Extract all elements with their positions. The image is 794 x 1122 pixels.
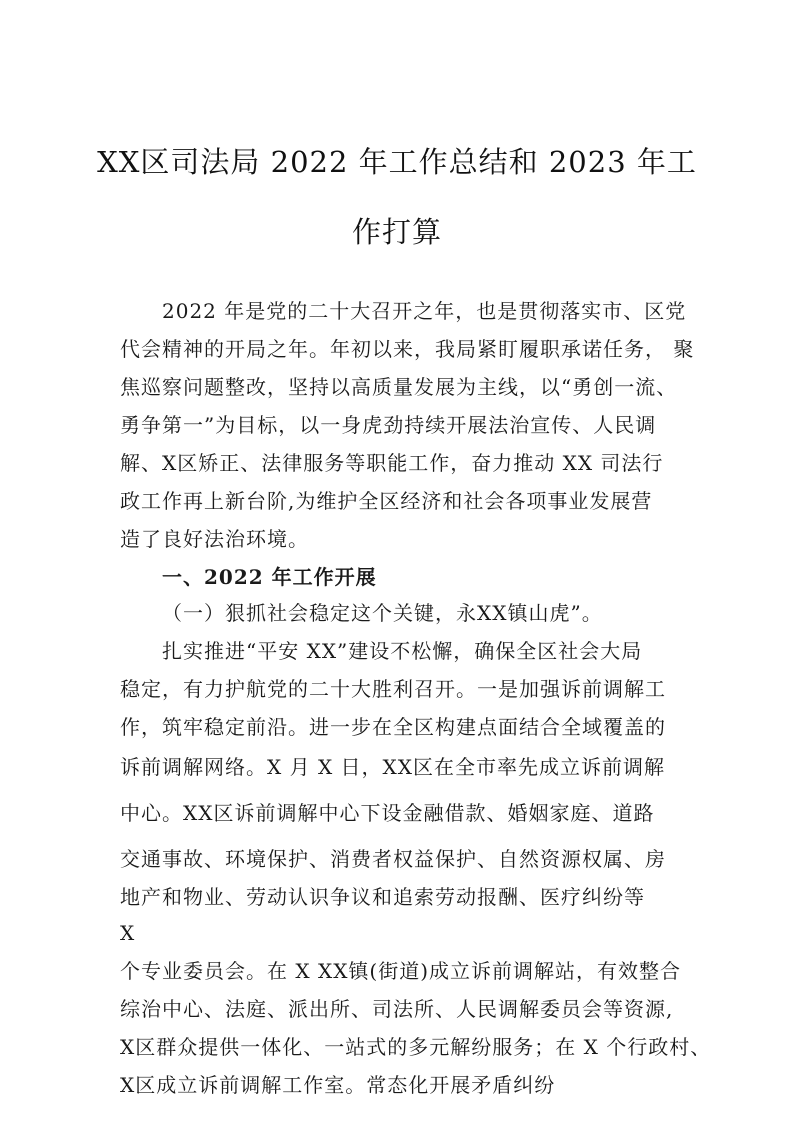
section-heading: 一、2022 年工作开展: [162, 565, 377, 589]
paragraph-line: 稳定，有力护航党的二十大胜利召开。一是加强诉前调解工: [120, 677, 666, 701]
paragraph-line: 诉前调解网络。X 月 X 日，XX区在全市率先成立诉前调解: [120, 755, 666, 779]
paragraph-line: 政工作再上新台阶,为维护全区经济和社会各项事业发展营: [120, 489, 653, 513]
subsection-heading: （一）狠抓社会稳定这个关键，永XX镇山虎”。: [162, 601, 603, 625]
paragraph-line: 解、X区矫正、法律服务等职能工作，奋力推动 XX 司法行: [120, 451, 664, 475]
paragraph-line: 焦巡察问题整改，坚持以高质量发展为主线，以“勇创一流、: [120, 375, 678, 399]
paragraph-line: X区群众提供一体化、一站式的多元解纷服务；在 X 个行政村、: [120, 1035, 712, 1059]
paragraph-line: 个专业委员会。在 X XX镇(街道)成立诉前调解站，有效整合: [120, 959, 682, 983]
paragraph-line: X: [120, 921, 136, 945]
document-title-line-2: 作打算: [351, 215, 442, 249]
paragraph-line: 扎实推进“平安 XX”建设不松懈，确保全区社会大局: [162, 639, 643, 663]
paragraph-line: 交通事故、环境保护、消费者权益保护、自然资源权属、房: [120, 847, 666, 871]
paragraph-line: 综治中心、法庭、派出所、司法所、人民调解委员会等资源,: [120, 997, 674, 1021]
paragraph-line: 作，筑牢稳定前沿。进一步在全区构建点面结合全域覆盖的: [120, 715, 666, 739]
paragraph-line: X区成立诉前调解工作室。常态化开展矛盾纠纷: [120, 1073, 556, 1097]
paragraph-line: 2022 年是党的二十大召开之年，也是贯彻落实市、区党: [162, 299, 687, 323]
paragraph-line: 地产和物业、劳动认识争议和追索劳动报酬、医疗纠纷等: [120, 885, 645, 909]
paragraph-line: 代会精神的开局之年。年初以来，我局紧盯履职承诺任务， 聚: [120, 337, 695, 361]
paragraph-line: 勇争第一”为目标，以一身虎劲持续开展法治宣传、人民调: [120, 413, 657, 437]
paragraph-line: 中心。XX区诉前调解中心下设金融借款、婚姻家庭、道路: [120, 801, 655, 825]
document-title-line-1: XX区司法局 2022 年工作总结和 2023 年工: [97, 145, 697, 179]
paragraph-line: 造了良好法治环境。: [120, 527, 309, 551]
